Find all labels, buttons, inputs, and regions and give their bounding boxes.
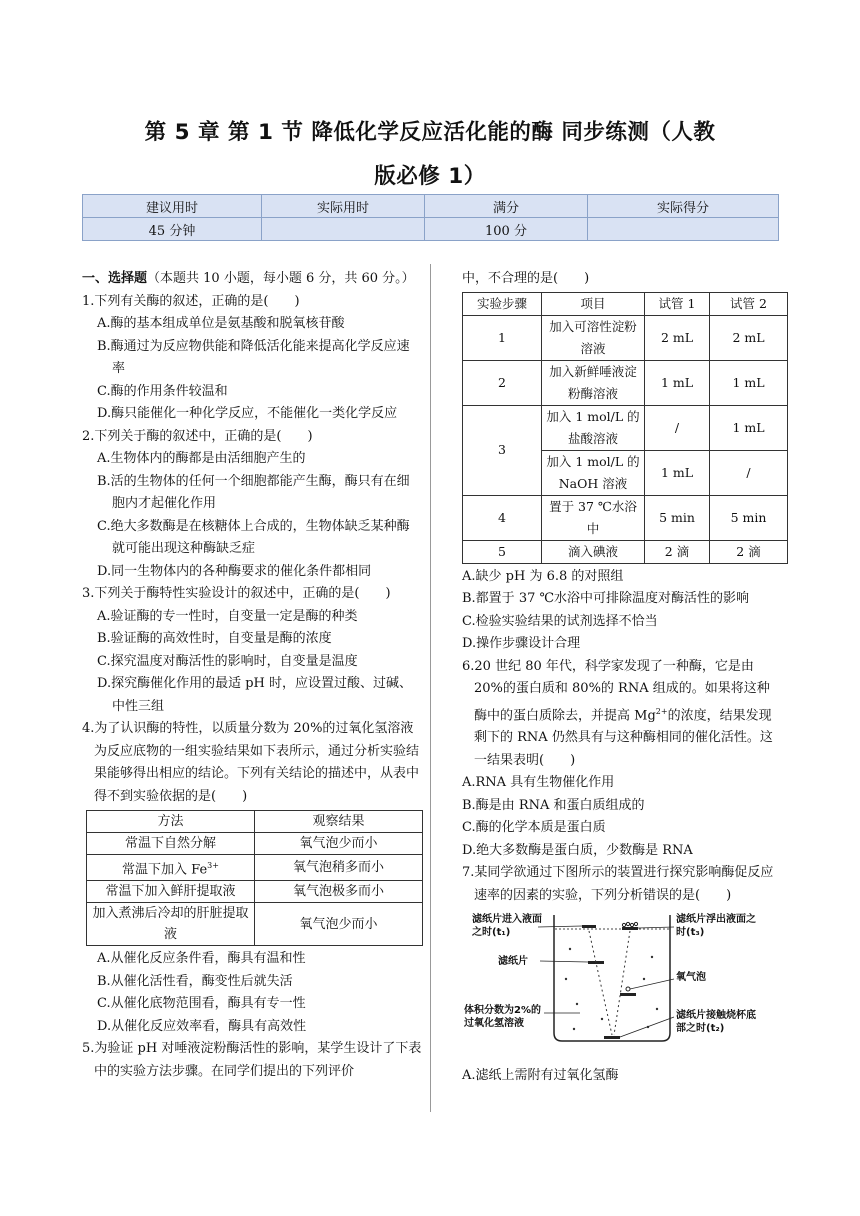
table-cell: 2 mL [645,315,710,360]
question-2-option-d: D.同一生物体内的各种酶要求的催化条件都相同 [97,563,372,579]
info-header: 实际用时 [262,195,425,218]
question-7-option-a: A.滤纸上需附有过氧化氢酶 [462,1068,619,1084]
table-cell: 滴入碘液 [542,540,645,563]
table-cell [87,855,255,881]
question-5-stem: 5.为验证 pH 对唾液淀粉酶活性的影响，某学生设计了下表中的实验方法步骤。在同学们提出的下列评价 [82,1041,422,1079]
question-1-option-a: A.酶的基本组成单位是氨基酸和脱氧核苷酸 [97,316,345,331]
label-paper: 滤纸片 [498,956,528,968]
question-1-option-c: C.酶的作用条件较温和 [97,383,228,399]
table-row [87,811,423,833]
table-row [87,881,423,903]
table-cell: 加入煮沸后冷却的肝脏提取液 [87,903,255,946]
question-4-option-d: D.从催化反应效率看，酶具有高效性 [97,1018,307,1034]
question-5-option-b: B.都置于 37 ℃水浴中可排除温度对酶活性的影响 [462,591,750,606]
column-divider [430,264,431,1112]
table-row [87,833,423,855]
question-5-option-d: D.操作步骤设计合理 [462,636,581,651]
question-6-stem-b: 的浓度，结果发现剩下的 RNA 仍然具有与这种酶相同的催化活性。这一结果表明( ) [474,707,773,768]
question-6-option-c: C.酶的化学本质是蛋白质 [462,820,606,836]
question-6-option-d: D.绝大多数酶是蛋白质，少数酶是 RNA [462,842,693,858]
label-paper-float: 滤纸片浮出液面之时(t₃) [676,914,756,939]
right-column [462,268,782,1088]
question-3-option-d: D.探究酶催化作用的最适 pH 时，应设置过酸、过碱、中性三组 [97,676,413,714]
table-row [463,405,788,450]
info-header: 实际得分 [588,195,779,218]
table-cell: / [710,450,788,495]
info-value: 45 分钟 [83,218,262,241]
fe-superscript: 3+ [207,861,219,870]
left-column [82,268,422,1083]
info-value: 100 分 [425,218,588,241]
table-row [87,903,423,946]
info-header: 满分 [425,195,588,218]
table-header: 实验步骤 [463,292,542,315]
table-cell: 2 滴 [645,540,710,563]
question-3-option-c: C.探究温度对酶活性的影响时，自变量是温度 [97,653,358,669]
question-2-stem: 2.下列关于酶的叙述中，正确的是( ) [82,428,313,444]
label-paper-bottom: 滤纸片接触烧杯底部之时(t₂) [676,1010,756,1035]
table-cell: 1 mL [645,360,710,405]
question-5-stem-continued: 中，不合理的是( ) [462,271,590,286]
table-row [463,315,788,360]
table-cell: 氧气泡少而小 [255,903,423,946]
question-6-option-b: B.酶是由 RNA 和蛋白质组成的 [462,797,645,813]
question-6-stem-a: 6.20 世纪 80 年代，科学家发现了一种酶，它是由 20%的蛋白质和 80%的 RNA 组成的。如果将这种酶中的蛋白质除去，并提高 Mg [462,658,770,723]
question-2-option-c: C.绝大多数酶是在核糖体上合成的，生物体缺乏某种酶就可能出现这种酶缺乏症 [97,518,410,556]
table-cell: 5 min [645,495,710,540]
question-4-option-c: C.从催化底物范围看，酶具有专一性 [97,996,306,1012]
section-title: 一、选择题 [82,271,148,286]
table-cell: 1 [463,315,542,360]
info-header: 建议用时 [83,195,262,218]
table-cell: 加入 1 mol/L 的盐酸溶液 [542,405,645,450]
table-cell: 加入可溶性淀粉溶液 [542,315,645,360]
section-note: （本题共 10 小题，每小题 6 分，共 60 分。） [147,271,415,286]
question-3-option-b: B.验证酶的高效性时，自变量是酶的浓度 [97,631,332,646]
mg-superscript: 2+ [655,706,668,716]
question-7-figure [462,909,762,1059]
table-header: 试管 1 [645,292,710,315]
table-header: 方法 [87,811,255,833]
table-header: 试管 2 [710,292,788,315]
table-cell: 常温下自然分解 [87,833,255,855]
table-cell: 1 mL [645,450,710,495]
question-2-option-b: B.活的生物体的任何一个细胞都能产生酶，酶只有在细胞内才起催化作用 [97,473,410,511]
table-header: 项目 [542,292,645,315]
label-h2o2-solution: 体积分数为2%的过氧化氢溶液 [464,1005,541,1030]
label-oxygen-bubble: 氧气泡 [676,972,706,984]
table-cell: 2 mL [710,315,788,360]
table-cell: 氧气泡极多而小 [255,881,423,903]
table-cell: 5 min [710,495,788,540]
question-1-option-b: B.酶通过为反应物供能和降低活化能来提高化学反应速率 [97,338,410,376]
table-cell: 1 mL [710,405,788,450]
table-cell: 3 [463,405,542,495]
table-cell: 常温下加入鲜肝提取液 [87,881,255,903]
section-heading [82,268,422,291]
page-title-line1: 第 5 章 第 1 节 降低化学反应活化能的酶 同步练测（人教 [144,120,716,145]
table-cell: 4 [463,495,542,540]
question-4-option-a: A.从催化反应条件看，酶具有温和性 [97,951,306,967]
table-cell: 5 [463,540,542,563]
question-1-stem: 1.下列有关酶的叙述，正确的是( ) [82,293,300,309]
table-cell: 加入新鲜唾液淀粉酶溶液 [542,360,645,405]
fe-label: 常温下加入 Fe [122,862,208,878]
question-2-option-a: A.生物体内的酶都是由活细胞产生的 [97,451,306,466]
table-cell: / [645,405,710,450]
question-6-stem [462,656,782,773]
table-cell: 2 [463,360,542,405]
page-title-line2: 版必修 1） [374,164,486,189]
table-cell: 2 滴 [710,540,788,563]
question-4-stem: 4.为了认识酶的特性，以质量分数为 20%的过氧化氢溶液为反应底物的一组实验结果如下表所示，通过分析实验结果能够得出相应的结论。下列有关结论的描述中，从表中得不到实验依据的是( ) [82,721,420,804]
question-6-option-a: A.RNA 具有生物催化作用 [462,775,615,791]
question-4-table [86,810,423,946]
question-1-option-d: D.酶只能催化一种化学反应，不能催化一类化学反应 [97,406,398,421]
table-cell: 氧气泡少而小 [255,833,423,855]
table-row [463,495,788,540]
question-5-table [462,292,788,564]
info-value[interactable] [262,218,425,241]
question-3-option-a: A.验证酶的专一性时，自变量一定是酶的种类 [97,608,358,624]
info-table [82,194,779,241]
table-row [87,855,423,881]
table-cell: 1 mL [710,360,788,405]
question-5-option-c: C.检验实验结果的试剂选择不恰当 [462,613,658,629]
table-cell: 加入 1 mol/L 的 NaOH 溶液 [542,450,645,495]
question-7-stem: 7.某同学欲通过下图所示的装置进行探究影响酶促反应速率的因素的实验，下列分析错误的是( ) [462,865,774,903]
table-row [463,540,788,563]
table-cell: 置于 37 ℃水浴中 [542,495,645,540]
table-row [463,292,788,315]
info-value[interactable] [588,218,779,241]
question-5-option-a: A.缺少 pH 为 6.8 的对照组 [462,568,624,584]
label-paper-enter: 滤纸片进入液面之时(t₁) [472,914,542,939]
table-row [463,360,788,405]
question-3-stem: 3.下列关于酶特性实验设计的叙述中，正确的是( ) [82,586,391,601]
question-4-option-b: B.从催化活性看，酶变性后就失活 [97,973,293,989]
table-header: 观察结果 [255,811,423,833]
table-cell: 氧气泡稍多而小 [255,855,423,881]
